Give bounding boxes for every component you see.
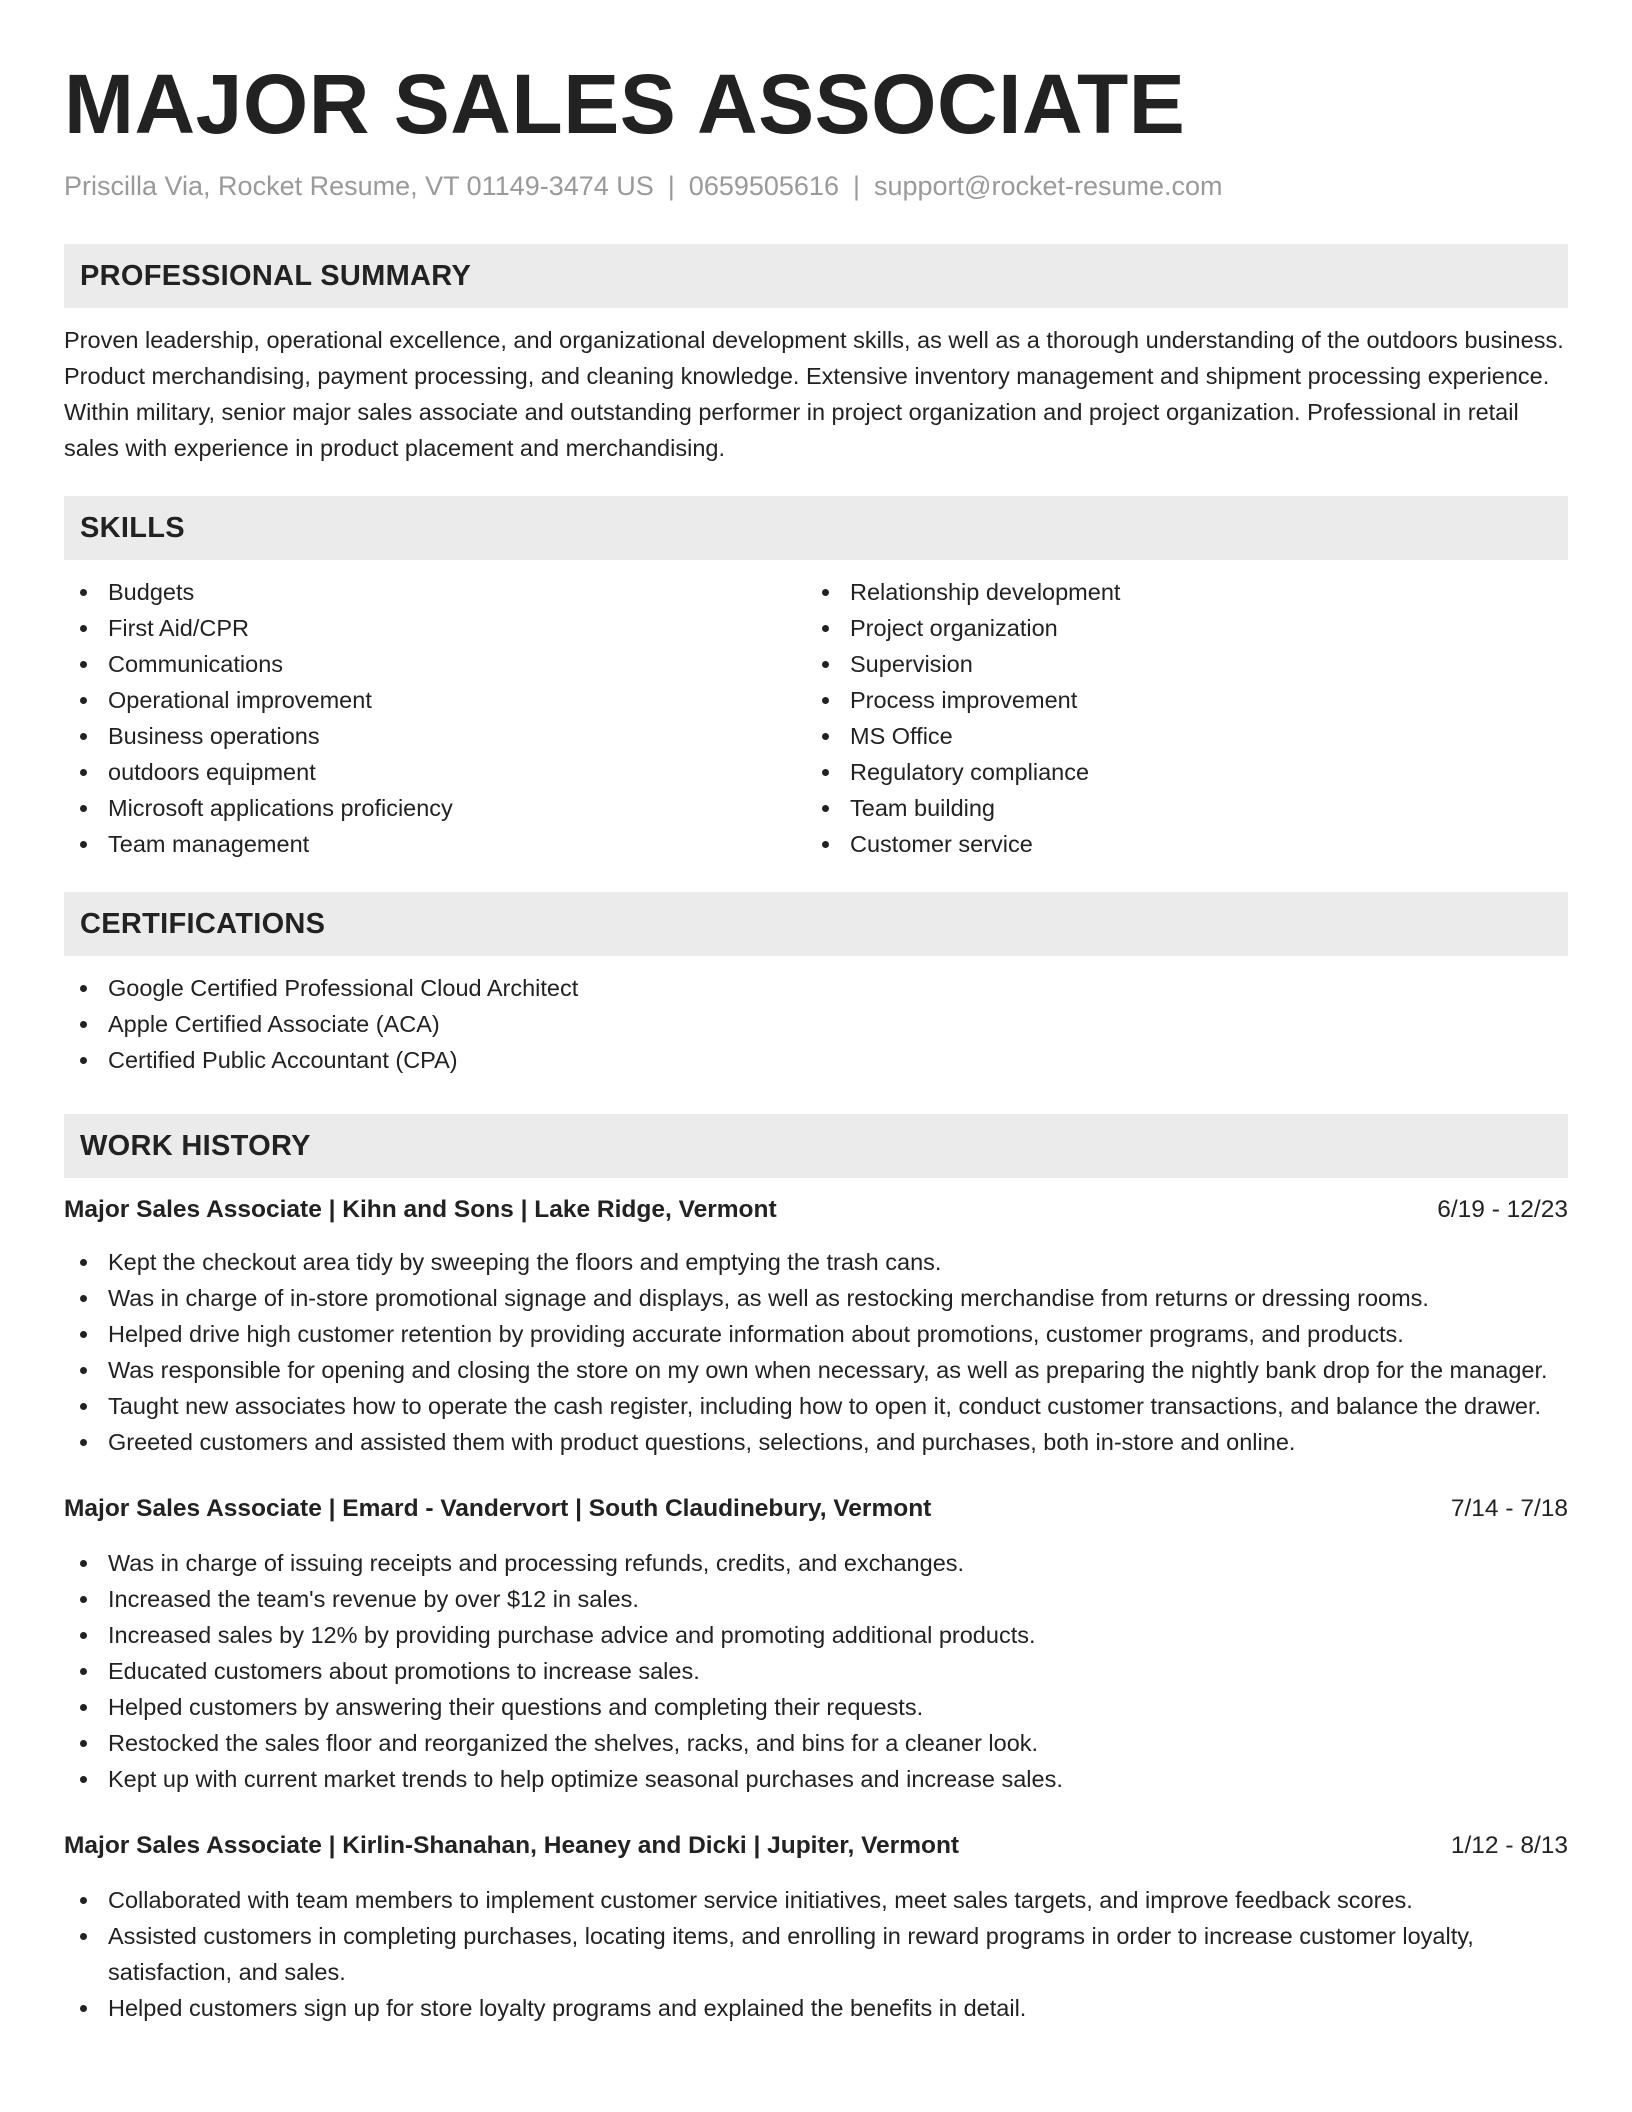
job-bullet: Collaborated with team members to implement customer service initiatives, meet sales targets, and improve feedback scores. (64, 1882, 1568, 1918)
job-bullet: Helped customers by answering their questions and completing their requests. (64, 1689, 1568, 1725)
job-title: Major Sales Associate | Kihn and Sons | Lake Ridge, Vermont (64, 1196, 777, 1223)
skill-item: Supervision (806, 646, 1548, 682)
skills-columns (64, 574, 1568, 862)
job-bullet: Taught new associates how to operate the cash register, including how to open it, conduct customer transactions, and balance the drawer. (64, 1388, 1568, 1424)
skill-item: Customer service (806, 826, 1548, 862)
job-bullet: Increased sales by 12% by providing purchase advice and promoting additional products. (64, 1617, 1568, 1653)
job-entry (64, 1491, 1568, 1797)
certifications-list (64, 970, 1568, 1078)
job-title: Major Sales Associate | Emard - Vandervort | South Claudinebury, Vermont (64, 1495, 932, 1522)
skill-item: Microsoft applications proficiency (64, 790, 806, 826)
job-bullet: Was responsible for opening and closing the store on my own when necessary, as well as preparing the nightly bank drop for the manager. (64, 1352, 1568, 1388)
skills-column-left (64, 574, 806, 862)
job-bullet: Was in charge of in-store promotional signage and displays, as well as restocking merchandise from returns or dressing rooms. (64, 1280, 1568, 1316)
job-bullet: Restocked the sales floor and reorganized the shelves, racks, and bins for a cleaner look. (64, 1725, 1568, 1761)
job-header (64, 1491, 1568, 1527)
job-bullet: Greeted customers and assisted them with product questions, selections, and purchases, both in-store and online. (64, 1424, 1568, 1460)
job-dates: 6/19 - 12/23 (1437, 1196, 1568, 1223)
section-header-certifications: CERTIFICATIONS (64, 892, 1568, 956)
job-dates: 1/12 - 8/13 (1450, 1832, 1568, 1859)
job-bullet: Increased the team's revenue by over $12 in sales. (64, 1581, 1568, 1617)
job-bullet: Helped drive high customer retention by providing accurate information about promotions, customer programs, and products. (64, 1316, 1568, 1352)
job-bullet: Helped customers sign up for store loyalty programs and explained the benefits in detail. (64, 1990, 1568, 2026)
skill-item: Regulatory compliance (806, 754, 1548, 790)
skills-column-right (806, 574, 1548, 862)
section-header-skills: SKILLS (64, 496, 1568, 560)
skill-item: Process improvement (806, 682, 1548, 718)
job-bullets (64, 1882, 1568, 2026)
contact-line (64, 168, 1568, 204)
skills-list-right (806, 574, 1548, 862)
skills-list-left (64, 574, 806, 862)
skill-item: Project organization (806, 610, 1548, 646)
section-header-summary: PROFESSIONAL SUMMARY (64, 244, 1568, 308)
skill-item: Relationship development (806, 574, 1548, 610)
skill-item: Team building (806, 790, 1548, 826)
job-bullet: Was in charge of issuing receipts and processing refunds, credits, and exchanges. (64, 1545, 1568, 1581)
job-dates: 7/14 - 7/18 (1450, 1495, 1568, 1522)
skill-item: Operational improvement (64, 682, 806, 718)
skill-item: First Aid/CPR (64, 610, 806, 646)
job-entry (64, 1192, 1568, 1460)
job-bullet: Assisted customers in completing purchases, locating items, and enrolling in reward programs in order to increase customer loyalty, satisfaction, and sales. (64, 1918, 1568, 1990)
resume-page (64, 0, 1568, 2026)
job-title: Major Sales Associate | Kirlin-Shanahan, Heaney and Dicki | Jupiter, Vermont (64, 1832, 960, 1859)
job-bullets (64, 1244, 1568, 1460)
skill-item: Team management (64, 826, 806, 862)
job-bullet: Educated customers about promotions to increase sales. (64, 1653, 1568, 1689)
skill-item: MS Office (806, 718, 1548, 754)
job-bullet: Kept up with current market trends to help optimize seasonal purchases and increase sales. (64, 1761, 1568, 1797)
resume-name-title: MAJOR SALES ASSOCIATE (64, 57, 1186, 151)
job-header (64, 1192, 1568, 1228)
contact-address: Priscilla Via, Rocket Resume, VT 01149-3474 US (64, 171, 654, 201)
contact-separator: | (667, 171, 675, 201)
skill-item: outdoors equipment (64, 754, 806, 790)
skill-item: Budgets (64, 574, 806, 610)
contact-separator: | (852, 171, 860, 201)
job-entry (64, 1828, 1568, 2026)
certification-item: Google Certified Professional Cloud Architect (64, 970, 1568, 1006)
contact-phone: 0659505616 (688, 171, 839, 201)
section-header-work-history: WORK HISTORY (64, 1114, 1568, 1178)
summary-paragraph: Proven leadership, operational excellence, and organizational development skills, as well as a thorough understanding of the outdoors business. Product merchandising, payment processing, and cleaning knowledge. Extensive inventory management and shipment processing experience. Within military, senior major sales associate and outstanding performer in project organization and project organization. Professional in retail sales with experience in product placement and merchandising. (64, 327, 1564, 461)
job-header (64, 1828, 1568, 1864)
skill-item: Communications (64, 646, 806, 682)
job-bullets (64, 1545, 1568, 1797)
contact-email[interactable]: support@rocket-resume.com (873, 171, 1223, 201)
certification-item: Apple Certified Associate (ACA) (64, 1006, 1568, 1042)
certification-item: Certified Public Accountant (CPA) (64, 1042, 1568, 1078)
skill-item: Business operations (64, 718, 806, 754)
job-bullet: Kept the checkout area tidy by sweeping the floors and emptying the trash cans. (64, 1244, 1568, 1280)
